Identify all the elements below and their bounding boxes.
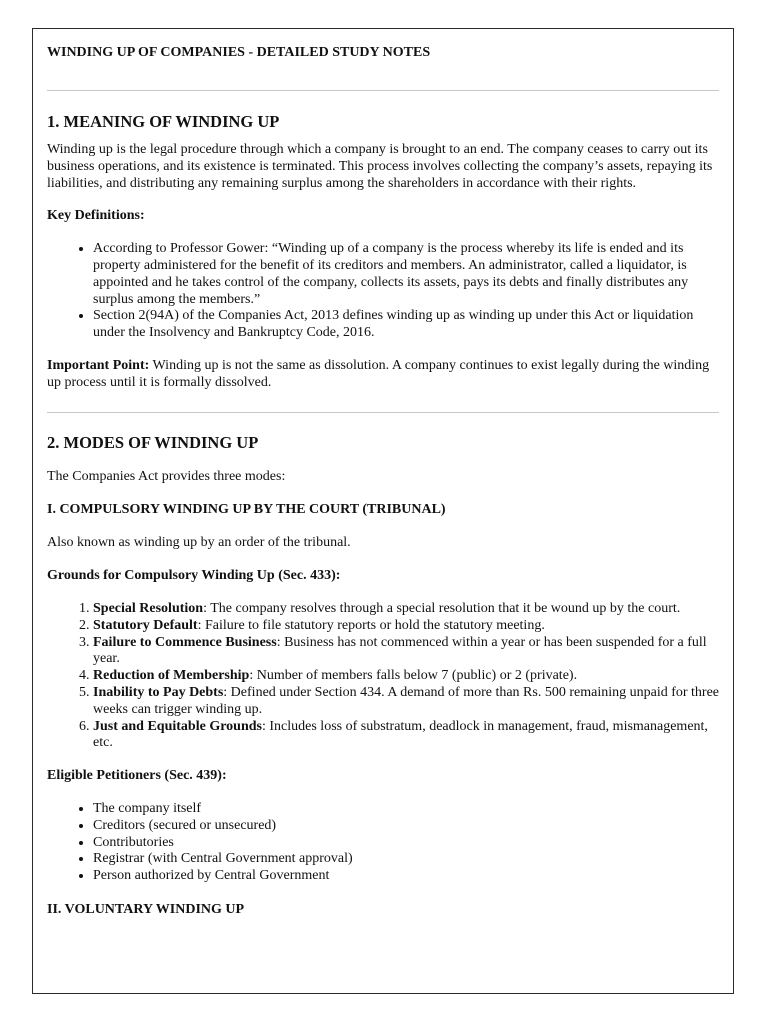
ground-term: Failure to Commence Business [93,634,277,650]
important-label: Important Point: [47,357,150,373]
list-item: • According to Professor Gower: “Winding up of a company is the process whereby its life is ended and its property administered for the benefit of its creditors and members. An administrator, called a liquidator, is appointed and he takes control of the company, collects its assets, pays its debts and finally distributes any surplus among the members.” [93,241,719,308]
ground-text: : Number of members falls below 7 (public) or 2 (private). [249,668,578,684]
list-item: • Contributories [93,835,719,852]
grounds-label: Grounds for Compulsory Winding Up (Sec. 433): [47,568,341,584]
list-item [93,601,719,618]
list-item [93,685,719,719]
ground-text: : The company resolves through a special resolution that it be wound up by the court. [203,600,681,616]
list-item: • Registrar (with Central Government approval) [93,851,719,868]
ground-text: : Business has not commenced within a year or has been suspended for a full year. [93,634,707,667]
ground-term: Reduction of Membership [93,668,250,684]
key-definitions-label: Key Definitions: [47,208,145,224]
list-item [93,635,719,669]
section1-intro: Winding up is the legal procedure through which a company is brought to an end. The company ceases to carry out its business operations, and its existence is terminated. This process involves collecting the company’s assets, repaying its liabilities, and distributing any remaining surplus among the shareholders in accordance with their rights. [47,142,713,191]
ground-text: : Defined under Section 434. A demand of more than Rs. 500 remaining unpaid for three weeks can trigger winding up. [93,684,720,717]
petitioners-label: Eligible Petitioners (Sec. 439): [47,768,227,784]
compulsory-heading: I. COMPULSORY WINDING UP BY THE COURT (TRIBUNAL) [47,502,446,518]
divider [47,90,719,91]
list-item [93,668,719,685]
compulsory-intro: Also known as winding up by an order of the tribunal. [47,535,351,551]
important-point [47,358,719,392]
petitioners-list [47,801,719,885]
document-title: WINDING UP OF COMPANIES - DETAILED STUDY NOTES [47,45,431,60]
ground-term: Statutory Default [93,617,198,633]
section1-heading: 1. MEANING OF WINDING UP [47,112,280,131]
list-item: • Section 2(94A) of the Companies Act, 2013 defines winding up as winding up under this Act or liquidation under the Insolvency and Bankruptcy Code, 2016. [93,308,719,342]
list-item: • Person authorized by Central Government [93,868,719,885]
ground-term: Inability to Pay Debts [93,684,224,700]
section2-intro: The Companies Act provides three modes: [47,468,286,484]
grounds-list [47,601,719,752]
list-item [93,719,719,753]
ground-term: Just and Equitable Grounds [93,718,262,734]
document-page [32,28,734,994]
ground-term: Special Resolution [93,600,204,616]
ground-text: : Includes loss of substratum, deadlock in management, fraud, mismanagement, etc. [93,718,708,751]
ground-text: : Failure to file statutory reports or hold the statutory meeting. [197,617,545,633]
list-item [93,618,719,635]
list-item: • Creditors (secured or unsecured) [93,818,719,835]
section2-heading: 2. MODES OF WINDING UP [47,432,259,452]
voluntary-heading: II. VOLUNTARY WINDING UP [47,901,245,917]
list-item: • The company itself [93,801,719,818]
divider [47,412,719,413]
important-text: Winding up is not the same as dissolution. A company continues to exist legally during the winding up process until it is formally dissolved. [47,357,710,390]
definitions-list [47,241,719,342]
